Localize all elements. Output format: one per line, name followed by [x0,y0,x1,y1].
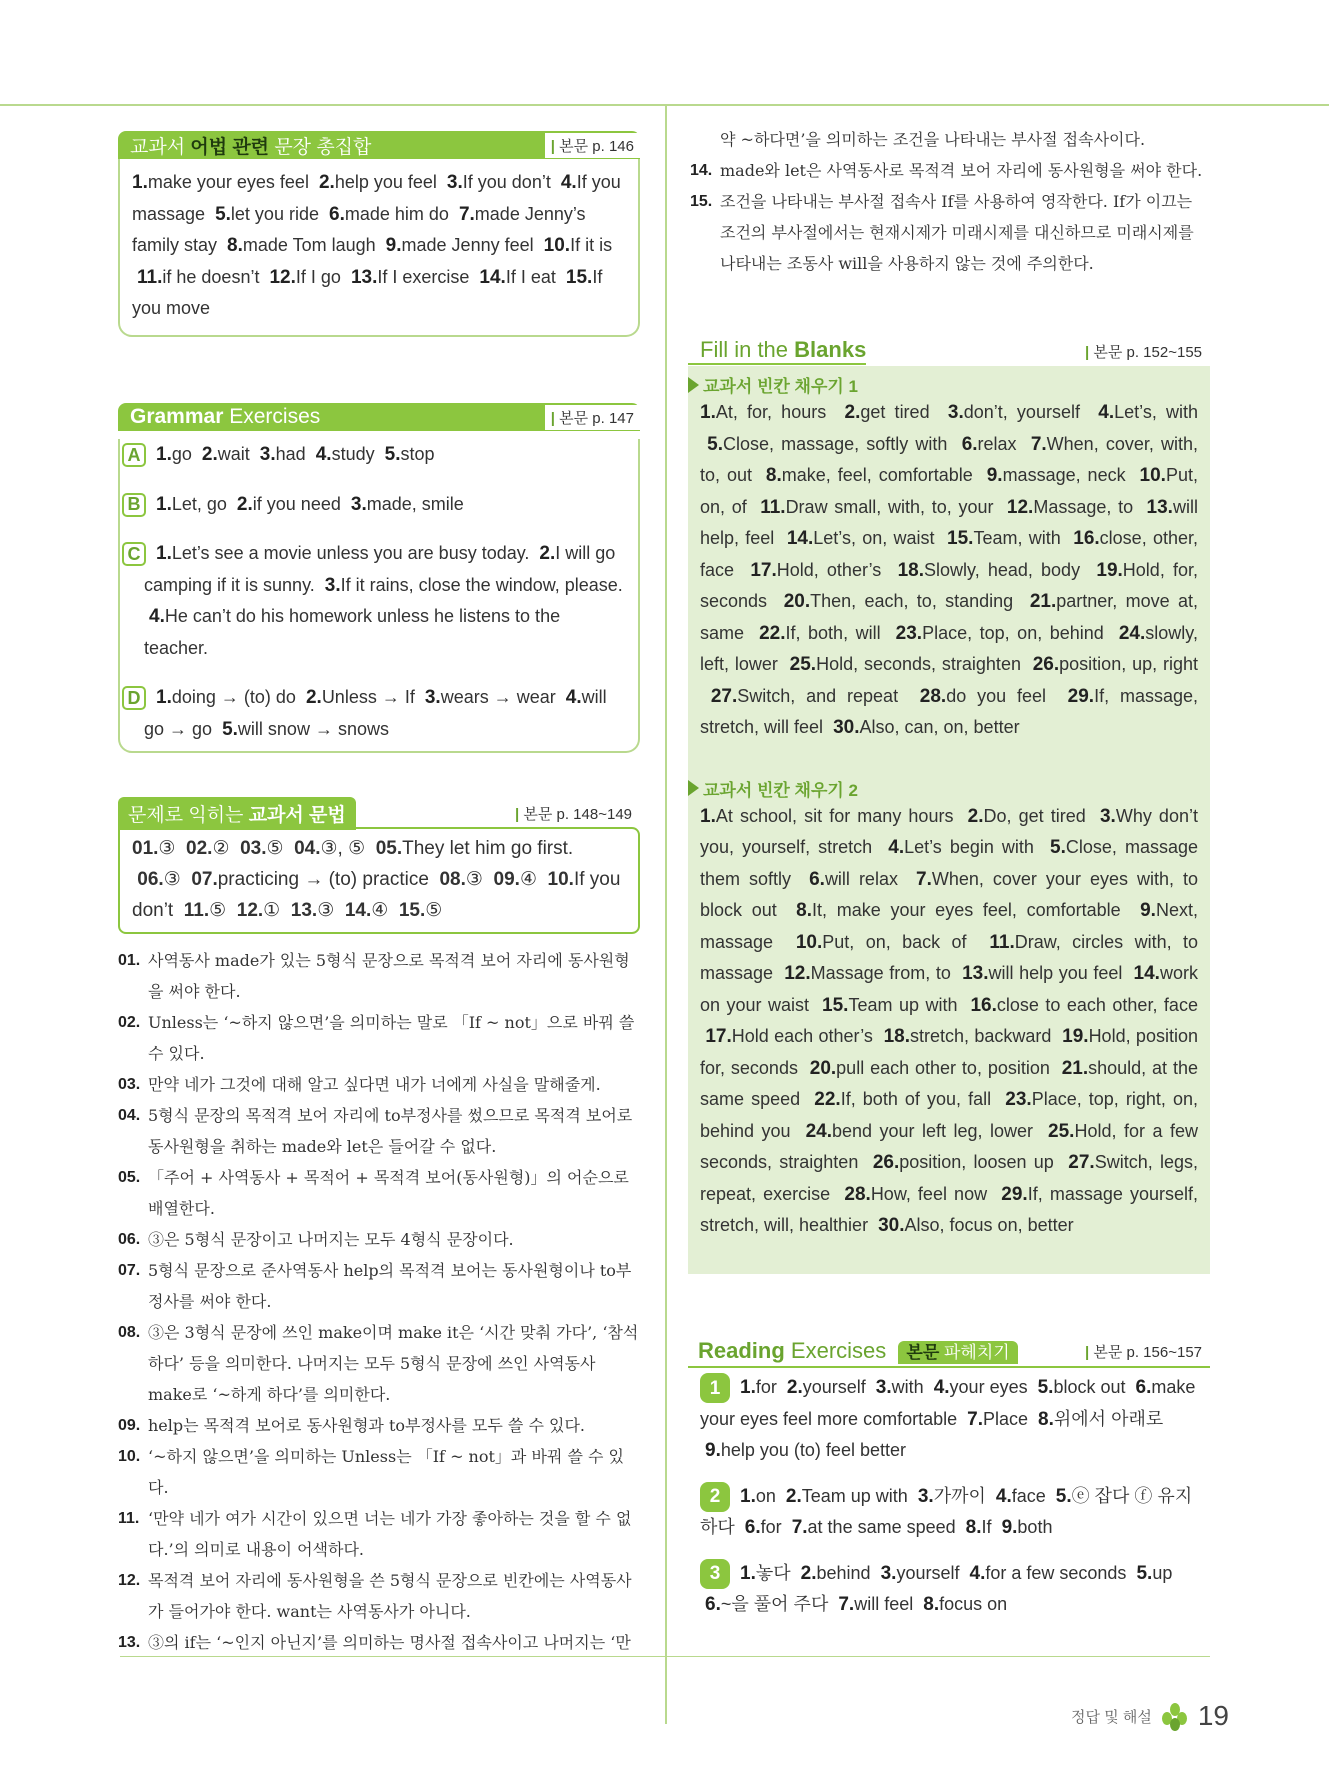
answer-item: 3.don’t, yourself [947,402,1080,423]
answer-item: 8.focus on [923,1594,1008,1615]
answer-item: 8.It, make your eyes feel, comfortable [796,900,1121,921]
answer-item: 7.will feel [838,1594,914,1615]
clover-icon [1162,1703,1188,1729]
section-title: Fill in the Blanks [688,337,866,365]
section-title: Grammar Exercises [130,405,321,428]
explanations-right [690,124,1210,279]
exercise-group [127,538,626,664]
answer-item: 16.close to each other, face [970,994,1198,1016]
section-fill-in-blanks [688,336,1210,1274]
answer-item: 25.Hold, for a few seconds, straighten [700,1120,1198,1172]
group-letter: D [122,686,146,710]
explanation-item: 약 ~하다면’을 의미하는 조건을 나타내는 부사절 접속사이다. [720,130,1146,149]
answer-item: 15.If you move [132,266,603,318]
fill-panel [688,366,1210,1274]
answer-item: 10.Put, on, of [700,465,1198,517]
answer-item: 17.Hold each other’s [705,1026,873,1047]
answer-item: 1.At school, sit for many hours [700,805,954,827]
answer-item: 7.made Jenny’s family stay [132,203,586,255]
exercise-group [127,489,626,521]
explanation-item: 09. help는 목적격 보어로 동사원형과 to부정사를 모두 쓸 수 있다. [118,1416,586,1435]
answer-item: 6.will relax [809,868,898,890]
answer-item: 15.⑤ [398,900,443,921]
answer-box [118,159,640,337]
group-number: 1 [700,1373,730,1403]
answer-item: 4.will go → go [144,687,607,739]
answer-item: 10.If it is [543,235,613,256]
answer-item: 19.Hold, position for, seconds [700,1026,1198,1078]
answer-item: 7.Place [967,1408,1029,1430]
section-header [118,403,640,431]
answer-item: 2.I will go camping if it is sunny. [144,543,616,595]
page-footer [1071,1700,1229,1732]
subsection-title-2: 교과서 빈칸 채우기 2 [688,776,1198,801]
answer-item: 10.Put, on, back of [795,931,967,953]
answer-item: 3.Why don’t you, yourself, stretch [700,805,1198,857]
answer-item: 13.If I exercise [350,266,470,288]
section-title: Reading Exercises 본문 파헤치기 [688,1338,1018,1364]
answer-item: 8.위에서 아래로 [1038,1408,1164,1430]
answer-item: 9.both [1001,1517,1053,1538]
answer-item: 1.on [740,1485,776,1507]
answer-item: 2.Unless → If [305,687,415,708]
section-header [118,131,640,159]
answer-item: 27.Switch, legs, repeat, exercise [700,1152,1198,1204]
answer-item: 3.had [259,444,306,465]
answer-item: 29.If, massage yourself, stretch, will, healthier [700,1183,1198,1235]
answer-item: 4.study [315,444,375,465]
answer-item: 4.your eyes [933,1377,1028,1398]
section-header [688,336,1210,366]
answer-item: 4.for a few seconds [969,1562,1127,1584]
answer-item: 02.② [186,838,230,859]
answer-item: 1.Let, go [156,493,227,515]
section-header [118,799,640,827]
explanation-item: 01. 사역동사 made가 있는 5형식 문장으로 목적격 보어 자리에 동사원형을 써야 한다. [118,951,630,1001]
answer-item: 13.③ [290,900,335,921]
page-reference: | 본문 p. 146 [545,133,640,158]
page-reference: | 본문 p. 152~155 [1085,341,1210,362]
answer-item: 5.will snow → snows [222,718,389,740]
answer-item: 11.Draw small, with, to, your [760,496,994,518]
fill-answers-2 [700,801,1198,1242]
answer-item: 06.③ [137,869,181,890]
answer-item: 9.help you (to) feel better [705,1440,906,1461]
column-divider [665,104,667,1724]
group-letter: A [122,443,146,467]
answer-item: 6.make your eyes feel more comfortable [700,1377,1196,1429]
reading-tag: 본문 파헤치기 [898,1341,1017,1364]
answer-item: 2.if you need [236,493,341,515]
group-letter: B [122,493,146,517]
answer-item: 6.relax [961,433,1017,455]
answer-box [118,827,640,934]
answer-item: 21.should, at the same speed [700,1057,1198,1109]
answer-item: 1.At, for, hours [700,402,827,423]
answer-item: 09.④ [493,869,537,890]
answer-item: 17.Hold, other’s [750,559,882,581]
reading-group [700,1558,1198,1621]
explanation-item: 03. 만약 네가 그것에 대해 알고 싶다면 내가 너에게 사실을 말해줄게. [118,1075,601,1094]
answer-item: 18.stretch, backward [883,1026,1052,1047]
answer-item: 08.③ [439,869,483,890]
answer-item: 2.help you feel [318,172,437,193]
answer-item: 1.for [740,1377,777,1398]
explanation-item: 11. ‘만약 네가 여가 시간이 있으면 너는 네가 가장 좋아하는 것을 할 수 없다.’의 의미로 내용이 어색하다. [118,1509,632,1559]
answer-item: 21.partner, move at, same [700,591,1198,643]
explanation-item: 04. 5형식 문장의 목적격 보어 자리에 to부정사를 썼으므로 목적격 보어로 동사원형을 취하는 made와 let은 들어갈 수 없다. [118,1106,633,1156]
answer-item: 2.yourself [786,1377,866,1398]
answer-item: 5.Close, massage, softly with [707,433,948,455]
answer-item: 26.position, loosen up [872,1152,1054,1173]
answer-item: 04.③, ⑤ [294,838,366,859]
answer-item: 7.When, cover your eyes with, to block out [700,868,1199,920]
section-title: 문제로 익히는 교과서 문법 [118,797,356,830]
answer-item: 4.face [995,1485,1046,1507]
answer-item: 14.If I eat [479,266,556,288]
footer-label: 정답 및 해설 [1071,1708,1152,1726]
answer-item: 14.work on your waist [700,963,1198,1015]
section-title: 교과서 어법 관련 문장 총집합 [130,136,372,158]
answer-item: 1.doing → (to) do [156,687,296,708]
answer-item: 8.If [965,1517,992,1538]
answer-item: 2.Do, get tired [967,805,1086,827]
answer-item: 05.They let him go first. [375,838,574,859]
answer-item: 4.If you massage [132,172,621,224]
answer-item: 3.If you don’t [446,172,551,193]
explanation-item: 08. ③은 3형식 문장에 쓰인 make이며 make it은 ‘시간 맞춰 가다’, ‘참석하다’ 등을 의미한다. 나머지는 모두 5형식 문장에 쓰인 사역동사 make로 ‘~하게 하다’를 의미한다. [118,1323,639,1404]
answer-item: 13.will help, feel [700,496,1198,548]
explanations-left [118,945,640,1658]
answer-item: 2.behind [800,1562,871,1584]
answer-item: 2.Team up with [785,1485,908,1507]
answer-item: 28.do you feel [919,685,1046,707]
answer-item: 3.yourself [880,1562,960,1584]
fill-answers-1 [700,397,1198,744]
answer-item: 14.④ [344,900,389,921]
answer-item: 6.~을 풀어 주다 [705,1594,829,1615]
answer-item: 23.Place, top, right, on, behind you [700,1089,1198,1141]
answer-item: 30.Also, focus on, better [878,1215,1074,1236]
exercise-group [127,682,626,745]
answer-item: 22.If, both of you, fall [814,1089,992,1110]
answer-item: 6.made him do [329,203,449,225]
group-number: 3 [700,1559,730,1589]
answer-item: 3.If it rains, close the window, please. [324,574,623,596]
answer-item: 9.made Jenny feel [385,235,534,256]
section-header [688,1336,1210,1368]
answer-item: 07.practicing → (to) practice [191,869,429,890]
section-grammar-exercises [118,403,640,753]
answer-item: 18.Slowly, head, body [897,559,1081,581]
answer-item: 2.get tired [844,402,930,423]
answer-item: 1.go [156,444,192,465]
answer-item: 6.for [744,1517,782,1538]
answer-item: 24.bend your left leg, lower [805,1120,1034,1142]
explanation-item: 13. ③의 if는 ‘~인지 아닌지’를 의미하는 명사절 접속사이고 나머지는 ‘만 [118,1633,631,1652]
triangle-marker-icon [688,780,699,796]
answer-item: 10.If you don’t [132,869,621,921]
answer-item: 8.make, feel, comfortable [765,465,973,486]
page-reference: | 본문 p. 147 [545,405,640,430]
answer-item: 5.up [1136,1562,1173,1584]
answer-item: 2.wait [201,444,250,465]
answer-item: 5.Close, massage them softly [700,837,1199,889]
explanation-item: 02. Unless는 ‘~하지 않으면’을 의미하는 말로 「If ~ not」으로 바꿔 쓸 수 있다. [118,1013,635,1063]
answer-item: 19.Hold, for, seconds [700,559,1198,611]
section-reading-exercises [688,1336,1210,1621]
explanation-item: 14. made와 let은 사역동사로 목적격 보어 자리에 동사원형을 써야 한다. [690,161,1203,180]
reading-answers [688,1368,1210,1621]
answer-item: 3.with [875,1377,924,1398]
answer-item: 24.slowly, left, lower [700,622,1198,674]
section-grammar-sentences [118,131,640,337]
page-reference: | 본문 p. 148~149 [515,803,640,824]
answer-item: 13.will help you feel [962,963,1123,984]
page-reference: | 본문 p. 156~157 [1085,1341,1210,1362]
answer-box [118,439,640,753]
answer-item: 20.Then, each, to, standing [783,591,1014,612]
answer-item: 30.Also, can, on, better [833,717,1020,738]
reading-group [700,1481,1198,1544]
explanation-item: 10. ‘~하지 않으면’을 의미하는 Unless는 「If ~ not」과 바꿔 쓸 수 있다. [118,1447,625,1497]
answer-item: 4.He can’t do his homework unless he listens to the teacher. [144,606,561,658]
answer-item: 7.When, cover, with, to, out [700,433,1198,485]
group-number: 2 [700,1482,730,1512]
answer-item: 11.⑤ [183,900,227,921]
answer-item: 8.made Tom laugh [227,235,376,256]
page-number: 19 [1197,1700,1229,1731]
answer-item: 20.pull each other to, position [809,1057,1050,1079]
answer-item: 29.If, massage, stretch, will feel [700,685,1198,737]
answer-item: 12.Massage from, to [784,963,951,984]
triangle-marker-icon [688,377,699,393]
answer-item: 7.at the same speed [791,1517,956,1538]
explanation-item: 06. ③은 5형식 문장이고 나머지는 모두 4형식 문장이다. [118,1230,514,1249]
answer-item: 5.let you ride [215,203,319,225]
group-letter: C [122,542,146,566]
answer-item: 5.block out [1037,1377,1126,1398]
answer-item: 11.if he doesn’t [137,266,260,288]
answer-item: 15.Team up with [822,994,958,1016]
answer-item: 12.① [236,900,281,921]
subsection-title-1: 교과서 빈칸 채우기 1 [688,372,1198,397]
answer-item: 15.Team, with [947,528,1061,549]
answer-item: 11.Draw, circles with, to massage [700,931,1198,983]
answer-item: 3.made, smile [350,493,464,515]
answer-item: 9.massage, neck [986,465,1126,486]
answer-item: 4.Let’s, with [1098,402,1198,423]
reading-group [700,1372,1198,1467]
answer-item: 5.stop [384,444,435,465]
answer-item: 1.Let’s see a movie unless you are busy today. [156,543,530,564]
explanation-item: 15. 조건을 나타내는 부사절 접속사 If를 사용하여 영작한다. If가 이끄는 조건의 부사절에서는 현재시제가 미래시제를 대신하므로 미래시제를 나타내는 조동사 will을 사용하지 않는 것에 주의한다. [690,192,1194,273]
answer-item: 1.make your eyes feel [132,172,309,193]
answer-item: 9.Next, massage [700,900,1198,952]
answer-item: 25.Hold, seconds, straighten [789,654,1021,675]
answer-item: 3.가까이 [917,1485,986,1507]
answer-item: 14.Let’s, on, waist [786,528,935,549]
answer-item: 23.Place, top, on, behind [895,622,1104,644]
explanation-item: 07. 5형식 문장으로 준사역동사 help의 목적격 보어는 동사원형이나 to부정사를 써야 한다. [118,1261,632,1311]
section-textbook-grammar [118,799,640,934]
exercise-group [127,439,626,471]
answer-item: 5.ⓔ 잡다 ⓕ 유지하다 [700,1485,1193,1537]
answer-item: 01.③ [132,838,176,859]
answer-item: 28.How, feel now [844,1183,988,1205]
answer-item: 1.놓다 [740,1562,791,1584]
answer-item: 12.Massage, to [1006,496,1134,518]
answer-item: 22.If, both, will [759,622,881,644]
answer-item: 03.⑤ [240,838,284,859]
answer-item: 26.position, up, right [1032,654,1198,675]
answer-item: 3.wears → wear [424,687,556,708]
explanation-item: 12. 목적격 보어 자리에 동사원형을 쓴 5형식 문장으로 빈칸에는 사역동사가 들어가야 한다. want는 사역동사가 아니다. [118,1571,632,1621]
answer-item: 4.Let’s begin with [888,837,1034,858]
explanation-item: 05. 「주어 + 사역동사 + 목적어 + 목적격 보어(동사원형)」의 어순으로 배열한다. [118,1168,629,1218]
answer-item: 12.If I go [269,266,341,288]
answer-item: 27.Switch, and repeat [710,685,899,707]
answer-item: 16.close, other, face [700,528,1198,580]
